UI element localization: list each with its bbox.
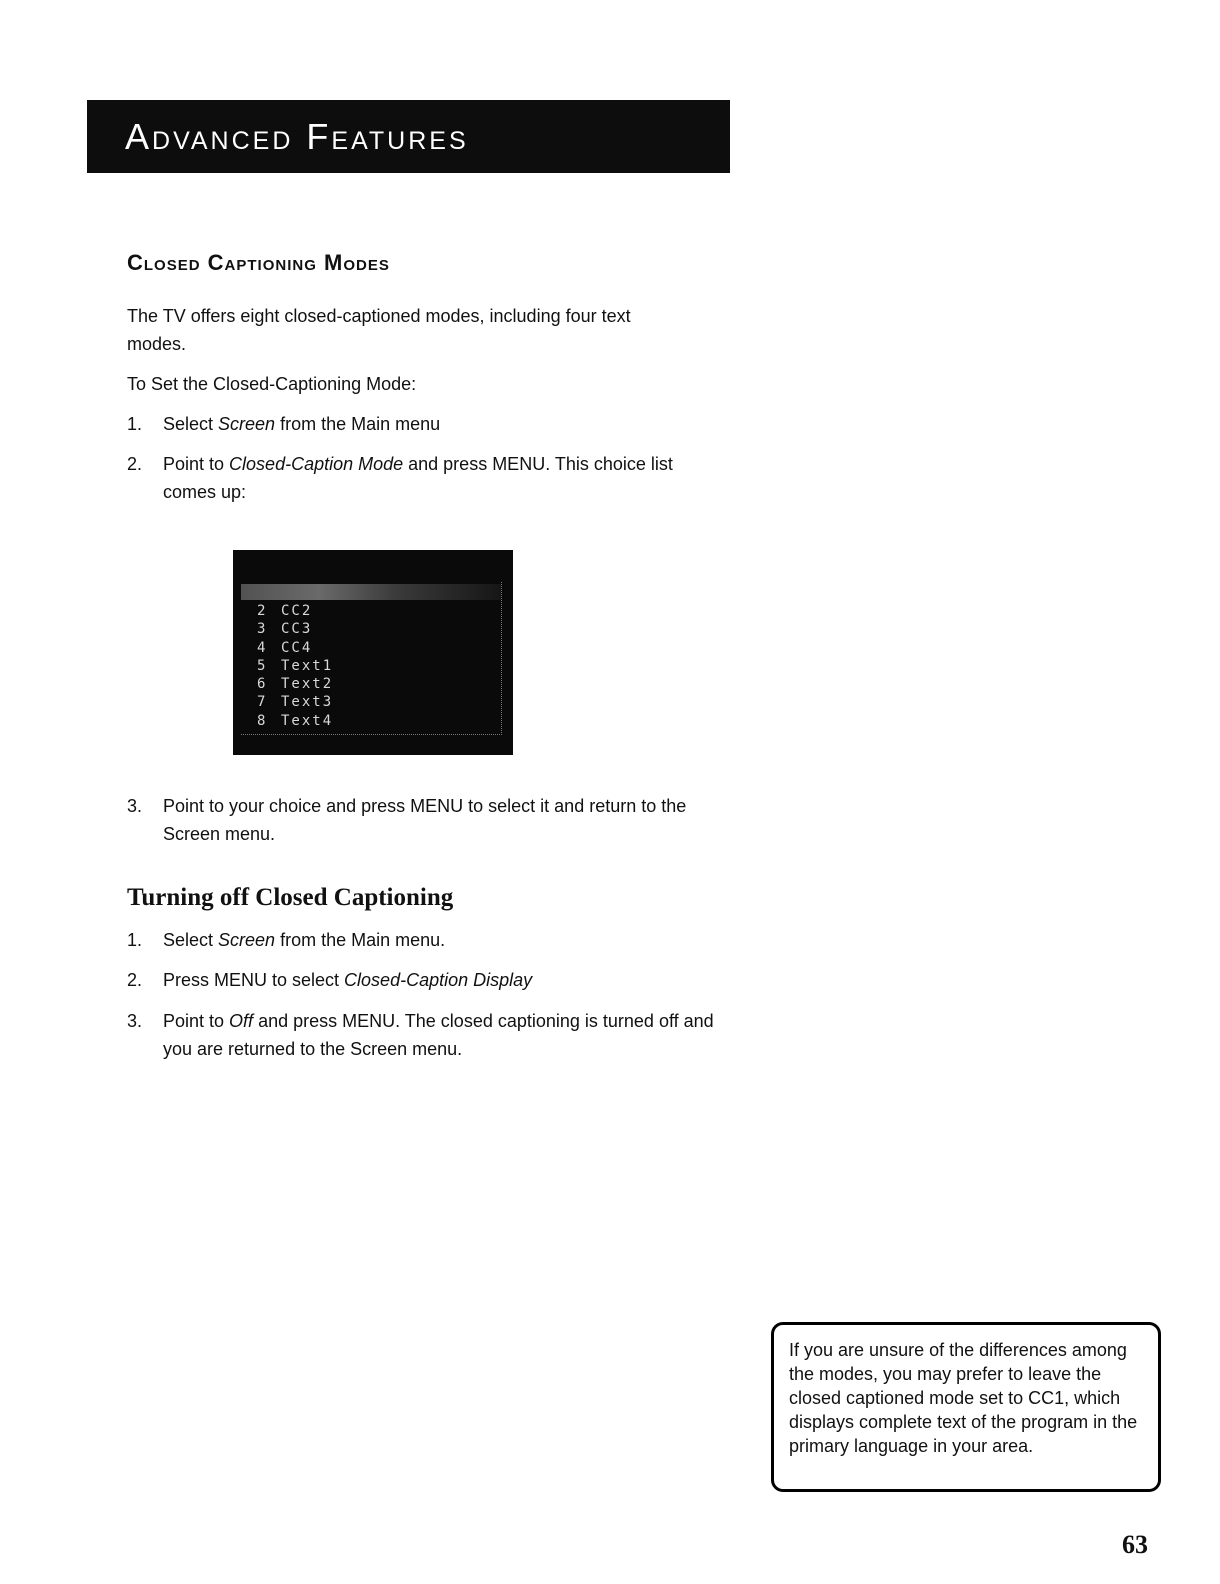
step-number: 3. xyxy=(127,1011,143,1031)
step-text: Point to Closed-Caption Mode and press MENU. This choice list comes up: xyxy=(163,454,673,502)
mode-choice-item: 7 Text3 xyxy=(257,694,334,711)
section-title: Closed Captioning Modes xyxy=(127,250,390,275)
set-mode-step-2 xyxy=(127,450,727,506)
turn-off-step-2 xyxy=(127,966,737,994)
turn-off-step-1 xyxy=(127,926,737,954)
mode-choice-list xyxy=(257,602,333,730)
mode-choice-item: 6 Text2 xyxy=(257,676,334,693)
step-text: Select Screen from the Main menu xyxy=(163,414,441,434)
chapter-banner xyxy=(87,100,730,173)
turn-off-step-3 xyxy=(127,1007,727,1063)
tip-note-box xyxy=(771,1322,1161,1492)
step-text: Press MENU to select Closed-Caption Display xyxy=(163,970,533,990)
mode-choice-item: 5 Text1 xyxy=(257,657,334,674)
procedure-label: To Set the Closed-Captioning Mode: xyxy=(127,374,417,394)
step-text: Point to your choice and press MENU to select it and return to the Screen menu. xyxy=(163,796,687,844)
mode-choice-item: 4 CC4 xyxy=(257,639,313,656)
set-mode-step-3 xyxy=(127,792,737,848)
step-number: 1. xyxy=(127,930,143,950)
set-mode-step-1 xyxy=(127,410,737,438)
closed-caption-mode-menu-screen xyxy=(233,550,513,755)
step-number: 3. xyxy=(127,796,143,816)
tip-note-text: If you are unsure of the differences among the modes, you may prefer to leave the closed captioned mode set to CC1, which displays complete text of the program in the primary language in your area. xyxy=(789,1340,1138,1456)
step-number: 1. xyxy=(127,414,143,434)
highlighted-menu-item xyxy=(241,584,501,600)
page-number: 63 xyxy=(1122,1530,1148,1559)
intro-paragraph: The TV offers eight closed-captioned modes, including four text modes. xyxy=(127,306,631,354)
mode-choice-item: 3 CC3 xyxy=(257,621,313,638)
mode-choice-item: 2 CC2 xyxy=(257,603,313,619)
step-text: Select Screen from the Main menu. xyxy=(163,930,446,950)
subsection-title: Turning off Closed Captioning xyxy=(127,884,454,911)
mode-choice-item: 8 Text4 xyxy=(257,712,334,729)
step-number: 2. xyxy=(127,970,143,990)
step-number: 2. xyxy=(127,454,143,474)
step-text: Point to Off and press MENU. The closed captioning is turned off and you are returned to the Screen menu. xyxy=(163,1011,714,1059)
chapter-title: Advanced Features xyxy=(125,115,469,157)
